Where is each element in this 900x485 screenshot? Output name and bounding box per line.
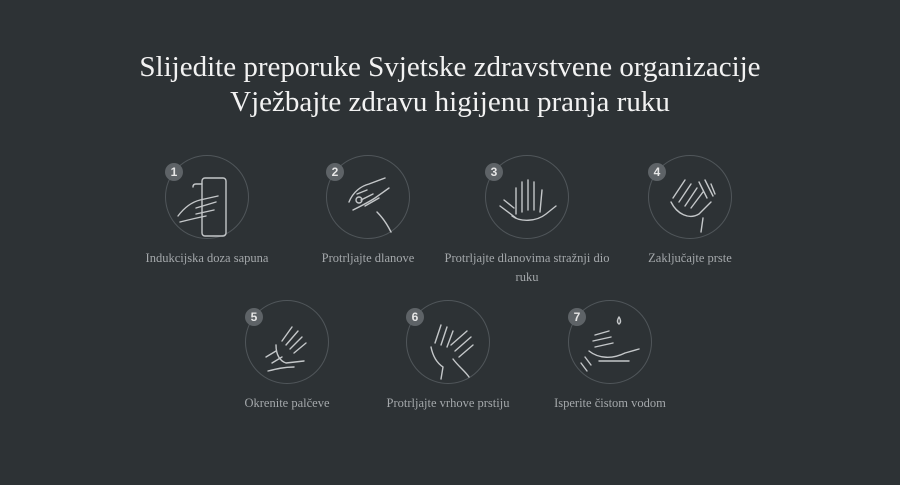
step-1-circle (165, 155, 249, 239)
step-5 (197, 300, 377, 413)
page-title (0, 50, 900, 120)
step-6-circle (406, 300, 490, 384)
title-line-2: Vježbajte zdravu higijenu pranja ruku (230, 86, 670, 118)
step-2 (278, 155, 458, 268)
step-7-number: 7 (568, 308, 586, 326)
step-3-circle (485, 155, 569, 239)
step-6-label: Protrljajte vrhove prstiju (386, 396, 510, 410)
step-3-number: 3 (485, 163, 503, 181)
step-1 (117, 155, 297, 268)
title-line-1: Slijedite preporuke Svjetske zdravstvene organizacije (139, 51, 761, 83)
step-4-circle (648, 155, 732, 239)
step-3 (437, 155, 617, 287)
step-2-label: Protrljajte dlanove (321, 251, 415, 265)
step-4-number: 4 (648, 163, 666, 181)
step-3-label: Protrljajte dlanovima stražnji dio ruku (444, 251, 610, 284)
step-5-number: 5 (245, 308, 263, 326)
step-7-circle (568, 300, 652, 384)
step-5-label: Okrenite palčeve (244, 396, 330, 410)
step-5-circle (245, 300, 329, 384)
step-4-label: Zaključajte prste (648, 251, 732, 265)
step-1-number: 1 (165, 163, 183, 181)
step-6 (358, 300, 538, 413)
step-1-label: Indukcijska doza sapuna (145, 251, 269, 265)
step-7 (520, 300, 700, 413)
step-4 (600, 155, 780, 268)
step-2-number: 2 (326, 163, 344, 181)
step-2-circle (326, 155, 410, 239)
step-7-label: Isperite čistom vodom (554, 396, 666, 410)
step-6-number: 6 (406, 308, 424, 326)
